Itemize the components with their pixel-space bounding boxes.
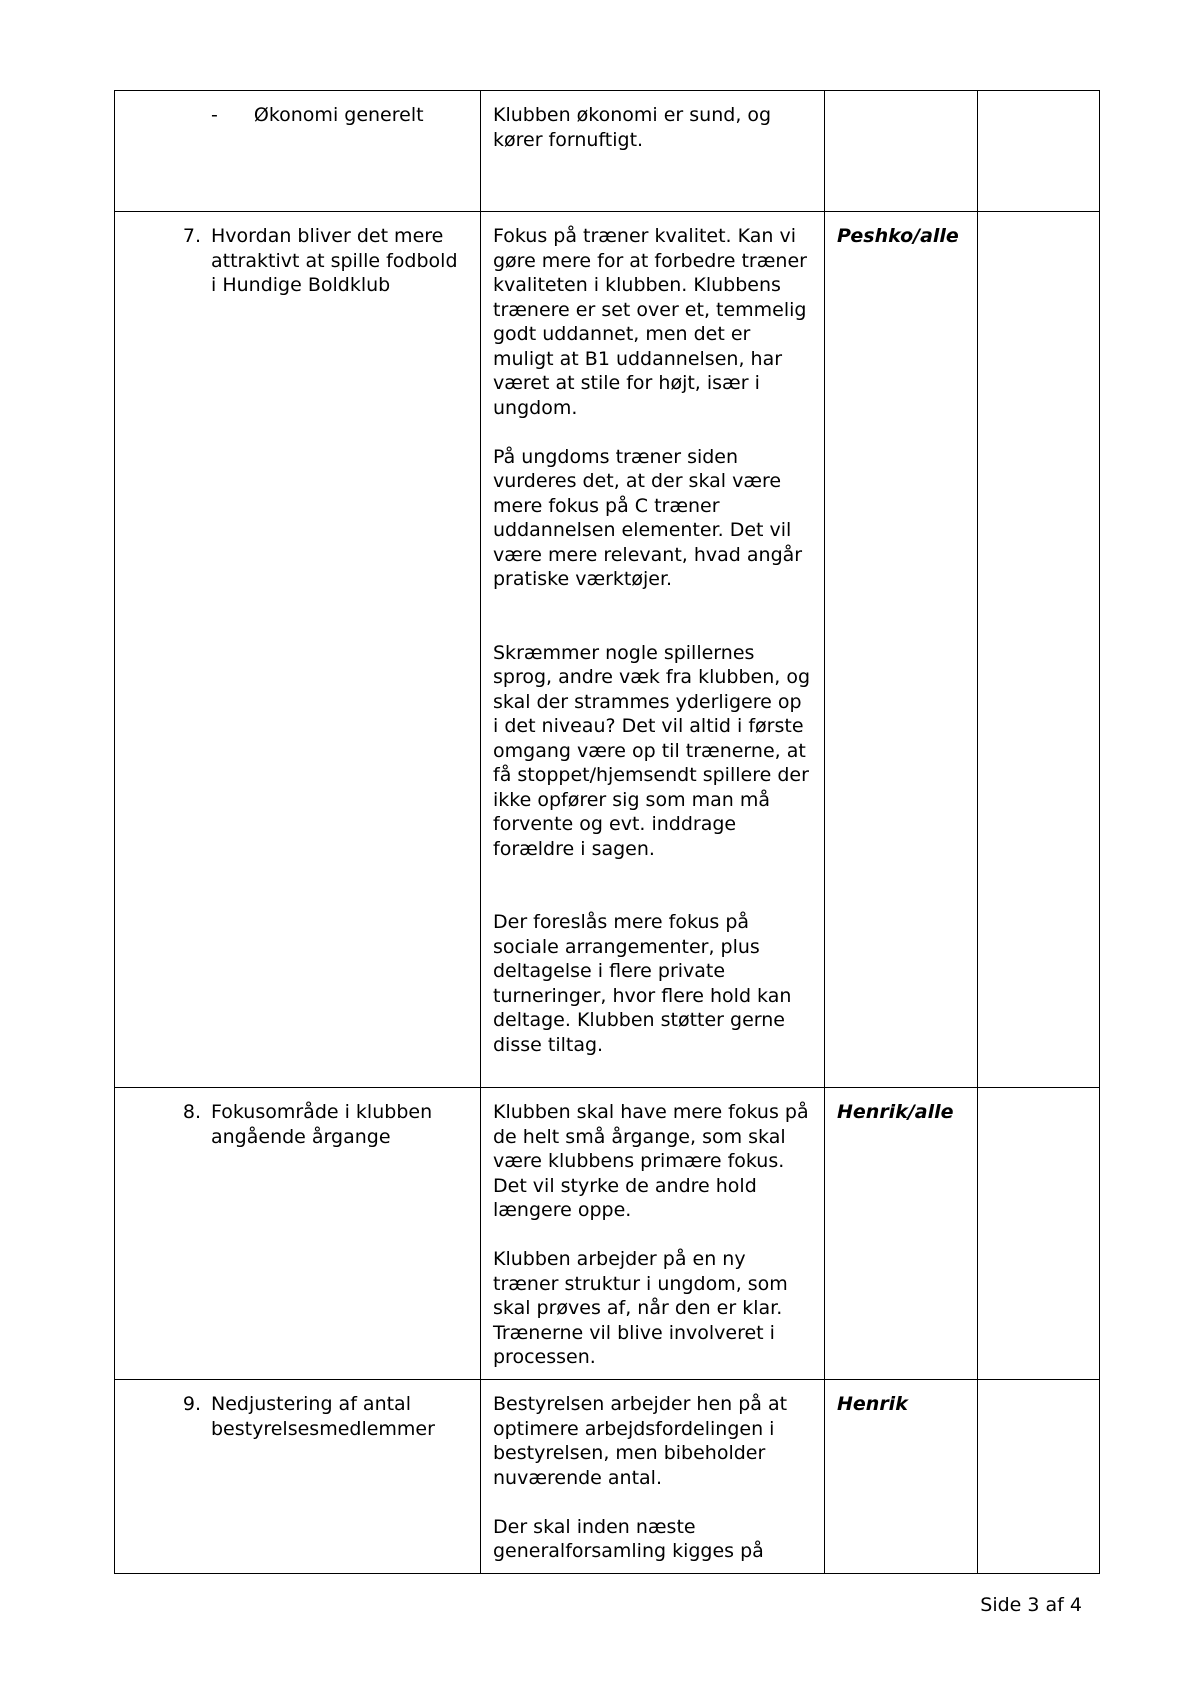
responsible-cell <box>825 91 978 212</box>
note-paragraph: På ungdoms træner siden vurderes det, at der skal være mere fokus på C træner uddannelsen elementer. Det vil være mere relevant, hvad angår pratiske værktøjer. <box>493 445 803 590</box>
responsible-cell <box>825 1088 978 1380</box>
table-row <box>115 1380 1100 1574</box>
table-row <box>115 1088 1100 1380</box>
notes-cell <box>481 1088 825 1380</box>
responsible-text: Peshko/alle <box>837 225 959 247</box>
note-paragraph: Klubben økonomi er sund, og kører fornuftigt. <box>493 104 772 151</box>
item-topic: Økonomi generelt <box>253 104 424 126</box>
responsible-text <box>825 91 977 111</box>
empty-cell <box>978 1088 1100 1380</box>
topic-cell <box>115 212 481 1088</box>
topic-cell <box>115 91 481 212</box>
item-marker: 9. <box>182 1393 201 1415</box>
note-paragraph: Klubben skal have mere fokus på de helt små årgange, som skal være klubbens primære fokus. Det vil styrke de andre hold længere oppe. <box>493 1101 809 1221</box>
notes-cell <box>481 91 825 212</box>
responsible-text: Henrik <box>837 1393 908 1415</box>
empty-cell <box>978 212 1100 1088</box>
note-paragraph: Skræmmer nogle spillernes sprog, andre væk fra klubben, og skal der strammes yderligere op i det niveau? Det vil altid i første omgang være op til trænerne, at få stoppet/hjemsendt spillere der ikke opfører sig som man må forvente og evt. inddrage forældre i sagen. <box>493 641 811 860</box>
empty-cell <box>978 91 1100 212</box>
empty-cell <box>978 1380 1100 1574</box>
responsible-cell <box>825 212 978 1088</box>
minutes-table <box>114 90 1100 1574</box>
responsible-cell <box>825 1380 978 1574</box>
note-paragraph: Der foreslås mere fokus på sociale arrangementer, plus deltagelse i flere private turneringer, hvor flere hold kan deltage. Klubben støtter gerne disse tiltag. <box>493 911 792 1056</box>
note-paragraph: Fokus på træner kvalitet. Kan vi gøre mere for at forbedre træner kvaliteten i klubben. Klubbens trænere er set over et, temmelig godt uddannet, men det er muligt at B1 uddannelsen, har været at stile for højt, især i ungdom. <box>493 225 807 419</box>
item-topic: Nedjustering af antal bestyrelsesmedlemmer <box>211 1393 435 1440</box>
item-marker: 7. <box>182 225 201 247</box>
note-paragraph: Bestyrelsen arbejder hen på at optimere arbejdsfordelingen i bestyrelsen, men bibeholder nuværende antal. <box>493 1393 788 1489</box>
note-paragraph: Klubben arbejder på en ny træner struktur i ungdom, som skal prøves af, når den er klar. Trænerne vil blive involveret i processen. <box>493 1248 788 1368</box>
table-row <box>115 212 1100 1088</box>
item-marker: - <box>211 104 218 126</box>
responsible-text: Henrik/alle <box>837 1101 954 1123</box>
topic-cell <box>115 1088 481 1380</box>
note-paragraph: Der skal inden næste generalforsamling kigges på <box>493 1515 764 1562</box>
notes-cell <box>481 1380 825 1574</box>
page-number: Side 3 af 4 <box>980 1594 1082 1616</box>
item-topic: Hvordan bliver det mere attraktivt at spille fodbold i Hundige Boldklub <box>211 225 458 296</box>
item-topic: Fokusområde i klubben angående årgange <box>211 1101 433 1148</box>
item-marker: 8. <box>182 1101 201 1123</box>
notes-cell <box>481 212 825 1088</box>
table-row <box>115 91 1100 212</box>
topic-cell <box>115 1380 481 1574</box>
